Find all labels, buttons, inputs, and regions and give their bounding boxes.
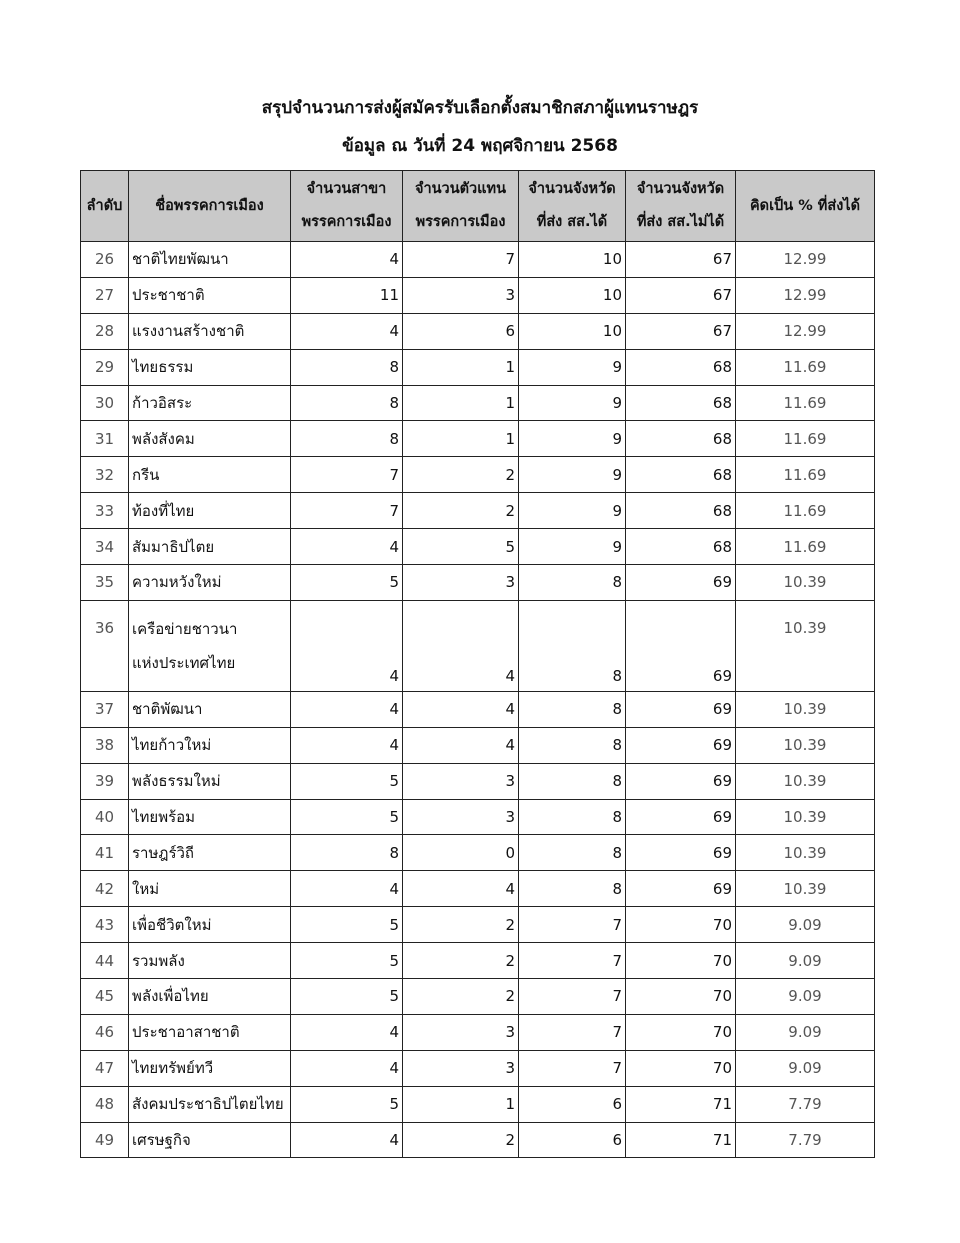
cell-reps: 4 bbox=[403, 691, 519, 727]
header-sent-line2: ที่ส่ง สส.ได้ bbox=[536, 214, 608, 230]
header-percent: คิดเป็น % ที่ส่งได้ bbox=[736, 171, 875, 242]
cell-branches: 5 bbox=[291, 565, 403, 601]
cell-reps: 3 bbox=[403, 1050, 519, 1086]
cell-percent: 11.69 bbox=[736, 421, 875, 457]
cell-party: ก้าวอิสระ bbox=[129, 385, 291, 421]
table-row bbox=[81, 979, 875, 1015]
header-reps bbox=[403, 171, 519, 242]
cell-notsent: 71 bbox=[626, 1122, 736, 1158]
cell-percent: 12.99 bbox=[736, 277, 875, 313]
cell-party: ไทยทรัพย์ทวี bbox=[129, 1050, 291, 1086]
cell-party: ชาติไทยพัฒนา bbox=[129, 242, 291, 278]
cell-rank: 29 bbox=[81, 349, 129, 385]
cell-sent: 9 bbox=[519, 385, 626, 421]
header-sent-line1: จำนวนจังหวัด bbox=[528, 181, 616, 197]
cell-sent: 10 bbox=[519, 313, 626, 349]
cell-party: รวมพลัง bbox=[129, 943, 291, 979]
cell-notsent: 68 bbox=[626, 349, 736, 385]
cell-sent: 7 bbox=[519, 907, 626, 943]
cell-sent: 7 bbox=[519, 943, 626, 979]
cell-percent: 9.09 bbox=[736, 907, 875, 943]
cell-percent: 10.39 bbox=[736, 727, 875, 763]
cell-percent: 10.39 bbox=[736, 600, 875, 691]
cell-notsent: 69 bbox=[626, 565, 736, 601]
cell-sent: 9 bbox=[519, 349, 626, 385]
cell-rank: 40 bbox=[81, 799, 129, 835]
cell-party: พลังธรรมใหม่ bbox=[129, 763, 291, 799]
cell-party bbox=[129, 600, 291, 691]
table-row bbox=[81, 421, 875, 457]
cell-reps: 3 bbox=[403, 277, 519, 313]
table-row bbox=[81, 600, 875, 691]
cell-rank: 48 bbox=[81, 1086, 129, 1122]
table-row bbox=[81, 871, 875, 907]
cell-party: เพื่อชีวิตใหม่ bbox=[129, 907, 291, 943]
cell-notsent: 68 bbox=[626, 385, 736, 421]
cell-branches: 5 bbox=[291, 763, 403, 799]
table-row bbox=[81, 1050, 875, 1086]
cell-reps: 2 bbox=[403, 493, 519, 529]
cell-party: ประชาชาติ bbox=[129, 277, 291, 313]
cell-sent: 10 bbox=[519, 242, 626, 278]
cell-branches: 4 bbox=[291, 871, 403, 907]
cell-reps: 4 bbox=[403, 871, 519, 907]
cell-party-line: แห่งประเทศไทย bbox=[132, 653, 236, 672]
cell-sent: 8 bbox=[519, 835, 626, 871]
cell-rank: 35 bbox=[81, 565, 129, 601]
header-party: ชื่อพรรคการเมือง bbox=[129, 171, 291, 242]
cell-branches: 4 bbox=[291, 242, 403, 278]
table-row bbox=[81, 529, 875, 565]
cell-reps: 1 bbox=[403, 385, 519, 421]
cell-notsent: 70 bbox=[626, 943, 736, 979]
cell-sent: 8 bbox=[519, 691, 626, 727]
cell-rank: 49 bbox=[81, 1122, 129, 1158]
cell-branches: 8 bbox=[291, 385, 403, 421]
table-row bbox=[81, 799, 875, 835]
cell-rank: 30 bbox=[81, 385, 129, 421]
header-reps-line1: จำนวนตัวแทน bbox=[415, 181, 506, 197]
cell-notsent: 69 bbox=[626, 600, 736, 691]
cell-sent: 6 bbox=[519, 1086, 626, 1122]
cell-rank: 43 bbox=[81, 907, 129, 943]
cell-notsent: 68 bbox=[626, 421, 736, 457]
cell-rank: 36 bbox=[81, 600, 129, 691]
cell-branches: 4 bbox=[291, 727, 403, 763]
cell-branches: 4 bbox=[291, 529, 403, 565]
cell-party: ไทยธรรม bbox=[129, 349, 291, 385]
cell-party-line: เครือข่ายชาวนา bbox=[132, 619, 238, 638]
cell-party: ราษฎร์วิถี bbox=[129, 835, 291, 871]
table-row bbox=[81, 313, 875, 349]
cell-sent: 8 bbox=[519, 565, 626, 601]
cell-percent: 10.39 bbox=[736, 871, 875, 907]
cell-branches: 8 bbox=[291, 421, 403, 457]
table-header-row bbox=[81, 171, 875, 242]
cell-branches: 4 bbox=[291, 1122, 403, 1158]
cell-reps: 4 bbox=[403, 727, 519, 763]
table-body bbox=[81, 242, 875, 1158]
cell-notsent: 69 bbox=[626, 727, 736, 763]
cell-percent: 11.69 bbox=[736, 349, 875, 385]
cell-reps: 0 bbox=[403, 835, 519, 871]
cell-rank: 46 bbox=[81, 1014, 129, 1050]
cell-percent: 11.69 bbox=[736, 385, 875, 421]
cell-party: ไทยพร้อม bbox=[129, 799, 291, 835]
table-row bbox=[81, 943, 875, 979]
cell-sent: 7 bbox=[519, 979, 626, 1015]
cell-party: ประชาอาสาชาติ bbox=[129, 1014, 291, 1050]
cell-reps: 3 bbox=[403, 799, 519, 835]
cell-reps: 3 bbox=[403, 763, 519, 799]
cell-notsent: 70 bbox=[626, 907, 736, 943]
document-title: สรุปจำนวนการส่งผู้สมัครรับเลือกตั้งสมาชิกสภาผู้แทนราษฎร bbox=[261, 98, 699, 118]
header-reps-line2: พรรคการเมือง bbox=[415, 214, 506, 230]
header-branches-line2: พรรคการเมือง bbox=[301, 214, 392, 230]
cell-party: กรีน bbox=[129, 457, 291, 493]
cell-reps: 5 bbox=[403, 529, 519, 565]
cell-branches: 4 bbox=[291, 313, 403, 349]
cell-percent: 11.69 bbox=[736, 529, 875, 565]
cell-branches: 4 bbox=[291, 600, 403, 691]
cell-sent: 8 bbox=[519, 600, 626, 691]
cell-branches: 7 bbox=[291, 457, 403, 493]
cell-party: ใหม่ bbox=[129, 871, 291, 907]
cell-percent: 10.39 bbox=[736, 691, 875, 727]
header-notsent bbox=[626, 171, 736, 242]
table-row bbox=[81, 763, 875, 799]
cell-sent: 9 bbox=[519, 421, 626, 457]
cell-sent: 8 bbox=[519, 799, 626, 835]
cell-party: ไทยก้าวใหม่ bbox=[129, 727, 291, 763]
cell-percent: 10.39 bbox=[736, 835, 875, 871]
cell-notsent: 70 bbox=[626, 979, 736, 1015]
cell-sent: 9 bbox=[519, 493, 626, 529]
cell-notsent: 70 bbox=[626, 1014, 736, 1050]
cell-notsent: 67 bbox=[626, 242, 736, 278]
cell-party: ท้องที่ไทย bbox=[129, 493, 291, 529]
cell-party: เศรษฐกิจ bbox=[129, 1122, 291, 1158]
cell-percent: 10.39 bbox=[736, 763, 875, 799]
cell-notsent: 69 bbox=[626, 871, 736, 907]
cell-branches: 5 bbox=[291, 799, 403, 835]
table-row bbox=[81, 1014, 875, 1050]
cell-branches: 5 bbox=[291, 979, 403, 1015]
cell-rank: 38 bbox=[81, 727, 129, 763]
cell-reps: 2 bbox=[403, 943, 519, 979]
cell-branches: 8 bbox=[291, 835, 403, 871]
header-notsent-line2: ที่ส่ง สส.ไม่ได้ bbox=[636, 214, 725, 230]
cell-percent: 12.99 bbox=[736, 242, 875, 278]
cell-notsent: 71 bbox=[626, 1086, 736, 1122]
cell-rank: 27 bbox=[81, 277, 129, 313]
cell-rank: 47 bbox=[81, 1050, 129, 1086]
cell-branches: 5 bbox=[291, 943, 403, 979]
cell-sent: 7 bbox=[519, 1050, 626, 1086]
cell-rank: 34 bbox=[81, 529, 129, 565]
cell-reps: 7 bbox=[403, 242, 519, 278]
cell-notsent: 69 bbox=[626, 691, 736, 727]
table-row bbox=[81, 349, 875, 385]
cell-sent: 7 bbox=[519, 1014, 626, 1050]
cell-sent: 10 bbox=[519, 277, 626, 313]
cell-reps: 6 bbox=[403, 313, 519, 349]
cell-reps: 3 bbox=[403, 565, 519, 601]
cell-rank: 41 bbox=[81, 835, 129, 871]
table-row bbox=[81, 691, 875, 727]
table-row bbox=[81, 242, 875, 278]
cell-percent: 9.09 bbox=[736, 1050, 875, 1086]
table-row bbox=[81, 835, 875, 871]
table-row bbox=[81, 727, 875, 763]
cell-reps: 1 bbox=[403, 421, 519, 457]
cell-branches: 5 bbox=[291, 907, 403, 943]
cell-branches: 4 bbox=[291, 1014, 403, 1050]
cell-branches: 5 bbox=[291, 1086, 403, 1122]
cell-notsent: 68 bbox=[626, 529, 736, 565]
cell-notsent: 67 bbox=[626, 313, 736, 349]
cell-branches: 4 bbox=[291, 1050, 403, 1086]
cell-rank: 33 bbox=[81, 493, 129, 529]
cell-notsent: 67 bbox=[626, 277, 736, 313]
cell-notsent: 69 bbox=[626, 799, 736, 835]
cell-party: ชาติพัฒนา bbox=[129, 691, 291, 727]
table-row bbox=[81, 1122, 875, 1158]
cell-notsent: 68 bbox=[626, 493, 736, 529]
cell-party: สังคมประชาธิปไตยไทย bbox=[129, 1086, 291, 1122]
cell-reps: 2 bbox=[403, 979, 519, 1015]
cell-notsent: 70 bbox=[626, 1050, 736, 1086]
cell-party: พลังสังคม bbox=[129, 421, 291, 457]
cell-reps: 2 bbox=[403, 1122, 519, 1158]
cell-sent: 6 bbox=[519, 1122, 626, 1158]
header-sent bbox=[519, 171, 626, 242]
cell-percent: 9.09 bbox=[736, 1014, 875, 1050]
table-row bbox=[81, 277, 875, 313]
cell-rank: 42 bbox=[81, 871, 129, 907]
document-subtitle: ข้อมูล ณ วันที่ 24 พฤศจิกายน 2568 bbox=[342, 136, 618, 156]
cell-rank: 44 bbox=[81, 943, 129, 979]
table-row bbox=[81, 493, 875, 529]
cell-sent: 8 bbox=[519, 871, 626, 907]
cell-rank: 45 bbox=[81, 979, 129, 1015]
header-branches bbox=[291, 171, 403, 242]
cell-sent: 8 bbox=[519, 727, 626, 763]
cell-percent: 11.69 bbox=[736, 457, 875, 493]
cell-reps: 2 bbox=[403, 907, 519, 943]
cell-percent: 9.09 bbox=[736, 979, 875, 1015]
cell-party: พลังเพื่อไทย bbox=[129, 979, 291, 1015]
cell-notsent: 68 bbox=[626, 457, 736, 493]
cell-percent: 11.69 bbox=[736, 493, 875, 529]
cell-rank: 28 bbox=[81, 313, 129, 349]
cell-notsent: 69 bbox=[626, 835, 736, 871]
cell-percent: 7.79 bbox=[736, 1122, 875, 1158]
cell-branches: 8 bbox=[291, 349, 403, 385]
cell-percent: 9.09 bbox=[736, 943, 875, 979]
cell-percent: 10.39 bbox=[736, 565, 875, 601]
cell-party: แรงงานสร้างชาติ bbox=[129, 313, 291, 349]
table-row bbox=[81, 385, 875, 421]
cell-sent: 9 bbox=[519, 457, 626, 493]
cell-rank: 31 bbox=[81, 421, 129, 457]
cell-rank: 37 bbox=[81, 691, 129, 727]
cell-percent: 10.39 bbox=[736, 799, 875, 835]
cell-sent: 8 bbox=[519, 763, 626, 799]
cell-rank: 26 bbox=[81, 242, 129, 278]
cell-branches: 4 bbox=[291, 691, 403, 727]
cell-rank: 39 bbox=[81, 763, 129, 799]
cell-notsent: 69 bbox=[626, 763, 736, 799]
table-row bbox=[81, 457, 875, 493]
cell-rank: 32 bbox=[81, 457, 129, 493]
header-branches-line1: จำนวนสาขา bbox=[306, 181, 387, 197]
cell-branches: 7 bbox=[291, 493, 403, 529]
table-row bbox=[81, 907, 875, 943]
candidates-table bbox=[80, 170, 875, 1158]
table-row bbox=[81, 1086, 875, 1122]
cell-percent: 12.99 bbox=[736, 313, 875, 349]
cell-branches: 11 bbox=[291, 277, 403, 313]
table-row bbox=[81, 565, 875, 601]
cell-reps: 2 bbox=[403, 457, 519, 493]
cell-reps: 1 bbox=[403, 349, 519, 385]
cell-sent: 9 bbox=[519, 529, 626, 565]
cell-party: ความหวังใหม่ bbox=[129, 565, 291, 601]
cell-reps: 1 bbox=[403, 1086, 519, 1122]
cell-reps: 4 bbox=[403, 600, 519, 691]
cell-percent: 7.79 bbox=[736, 1086, 875, 1122]
header-rank: ลำดับ bbox=[81, 171, 129, 242]
cell-reps: 3 bbox=[403, 1014, 519, 1050]
cell-party: สัมมาธิปไตย bbox=[129, 529, 291, 565]
header-notsent-line1: จำนวนจังหวัด bbox=[636, 181, 725, 197]
